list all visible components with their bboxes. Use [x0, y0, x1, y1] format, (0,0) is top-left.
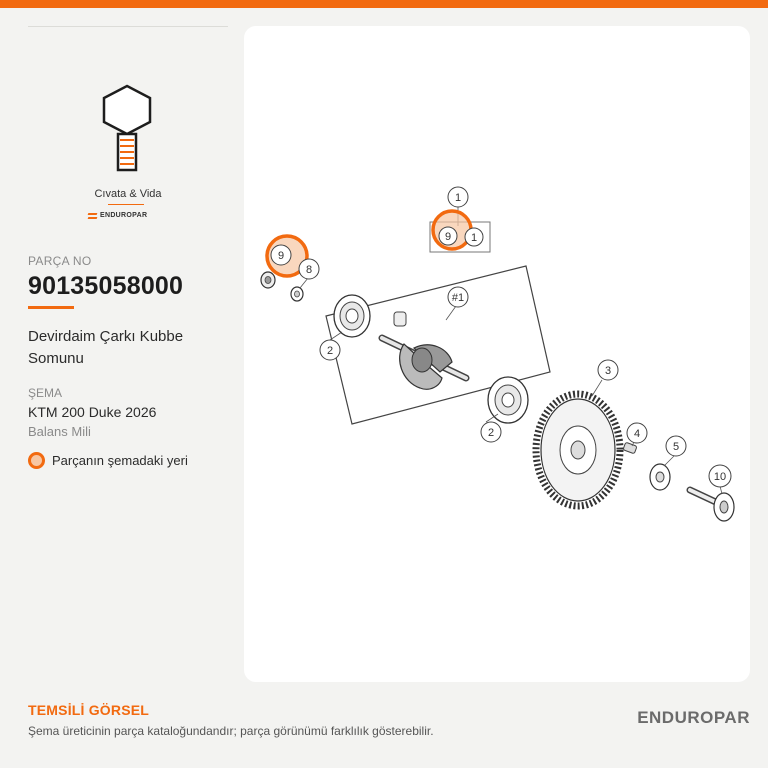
- callout-label: 9: [277, 250, 285, 262]
- key-part: [623, 442, 637, 454]
- callout-label: 9: [444, 231, 452, 243]
- footer-brand: ENDUROPAR: [637, 708, 750, 727]
- flange-bolt-part: [690, 490, 734, 521]
- part-number-label: PARÇA NO: [28, 254, 92, 268]
- brand-mark-icon: [88, 213, 97, 219]
- brand-logo-small: [88, 212, 147, 219]
- brand-logo-text: ENDUROPAR: [100, 212, 148, 219]
- callout-label: 2: [326, 345, 334, 357]
- category-label: Cıvata & Vida: [94, 188, 162, 200]
- hex-bolt-icon: [100, 84, 154, 174]
- callout-label: 10: [713, 471, 727, 483]
- left-bearing-part: [334, 295, 370, 337]
- location-legend: [28, 452, 188, 469]
- part-number: 90135058000: [28, 272, 184, 300]
- top-accent-bar: [0, 0, 768, 8]
- pin-part: [394, 312, 406, 326]
- part-name: Devirdaim Çarkı Kubbe Somunu: [28, 328, 184, 367]
- seal-washer-part: [291, 287, 303, 301]
- schema-label: ŞEMA: [28, 386, 63, 400]
- exploded-parts-diagram: [244, 26, 750, 682]
- legend-text: Parçanın şemadaki yeri: [52, 453, 188, 468]
- sidebar-divider: [28, 26, 228, 27]
- callout-label: 8: [305, 264, 313, 276]
- callout-label: #1: [451, 292, 465, 304]
- footer-title: TEMSİLİ GÖRSEL: [28, 702, 150, 718]
- washer-part: [650, 464, 670, 490]
- callout-label: 4: [633, 428, 641, 440]
- dome-nut-part: [261, 272, 275, 288]
- callout-label: 1: [470, 232, 478, 244]
- right-bearing-part: [488, 377, 528, 423]
- part-info-sidebar: [0, 8, 244, 688]
- schema-group: Balans Mili: [28, 424, 91, 439]
- callout-label: 5: [672, 441, 680, 453]
- part-number-underline: [28, 306, 74, 309]
- diagram-panel: [244, 26, 750, 682]
- callout-label: 3: [604, 365, 612, 377]
- schema-model: KTM 200 Duke 2026: [28, 404, 157, 420]
- balancer-gear-part: [536, 394, 620, 506]
- balancer-shaft-part: [382, 338, 466, 389]
- callout-label: 2: [487, 427, 495, 439]
- highlight-marker-icon: [28, 452, 45, 469]
- category-underline: [108, 204, 144, 205]
- footer-note: Şema üreticinin parça kataloğundandır; parça görünümü farklılık gösterebilir.: [28, 724, 434, 738]
- callout-label: 1: [454, 192, 462, 204]
